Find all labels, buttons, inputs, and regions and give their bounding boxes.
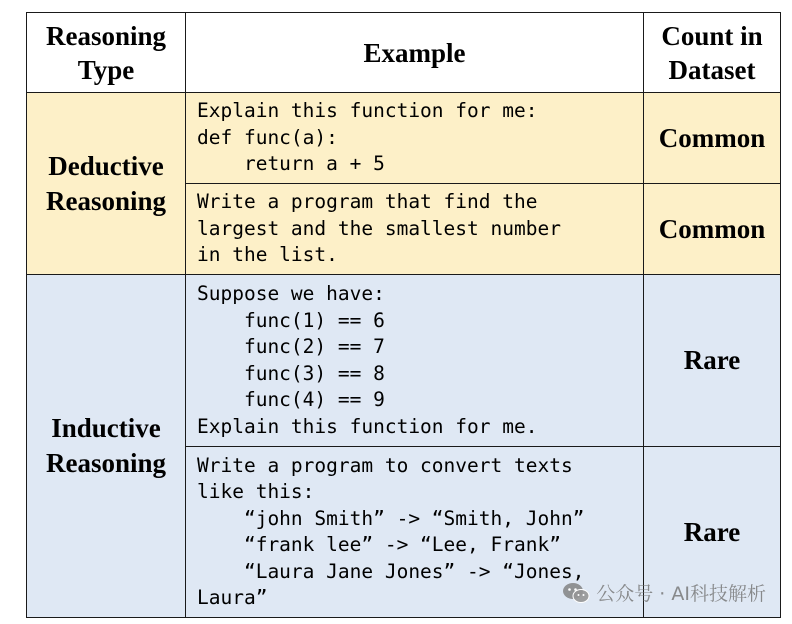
example-cell: Write a program that find the largest and the smallest number in the list. bbox=[186, 184, 644, 275]
count-cell: Rare bbox=[644, 447, 781, 618]
header-reasoning-type: Reasoning Type bbox=[27, 13, 186, 93]
table-row bbox=[27, 275, 781, 447]
header-count: Count in Dataset bbox=[644, 13, 781, 93]
deductive-reasoning-label: Deductive Reasoning bbox=[27, 93, 186, 275]
example-cell: Write a program to convert texts like this: “john Smith” -> “Smith, John” “frank lee” -> “Lee, Frank” “Laura Jane Jones” -> “Jones, Laura” bbox=[186, 447, 644, 618]
inductive-reasoning-label: Inductive Reasoning bbox=[27, 275, 186, 618]
example-cell: Explain this function for me: def func(a): return a + 5 bbox=[186, 93, 644, 184]
header-row bbox=[27, 13, 781, 93]
count-cell: Common bbox=[644, 184, 781, 275]
watermark-text: 公众号 · AI科技解析 bbox=[596, 583, 766, 605]
count-cell: Common bbox=[644, 93, 781, 184]
wechat-icon bbox=[562, 582, 590, 604]
count-cell: Rare bbox=[644, 275, 781, 447]
reasoning-table bbox=[26, 12, 781, 618]
watermark bbox=[562, 579, 766, 606]
example-cell: Suppose we have: func(1) == 6 func(2) == 7 func(3) == 8 func(4) == 9 Explain this function for me. bbox=[186, 275, 644, 447]
table-row bbox=[27, 93, 781, 184]
header-example: Example bbox=[186, 13, 644, 93]
